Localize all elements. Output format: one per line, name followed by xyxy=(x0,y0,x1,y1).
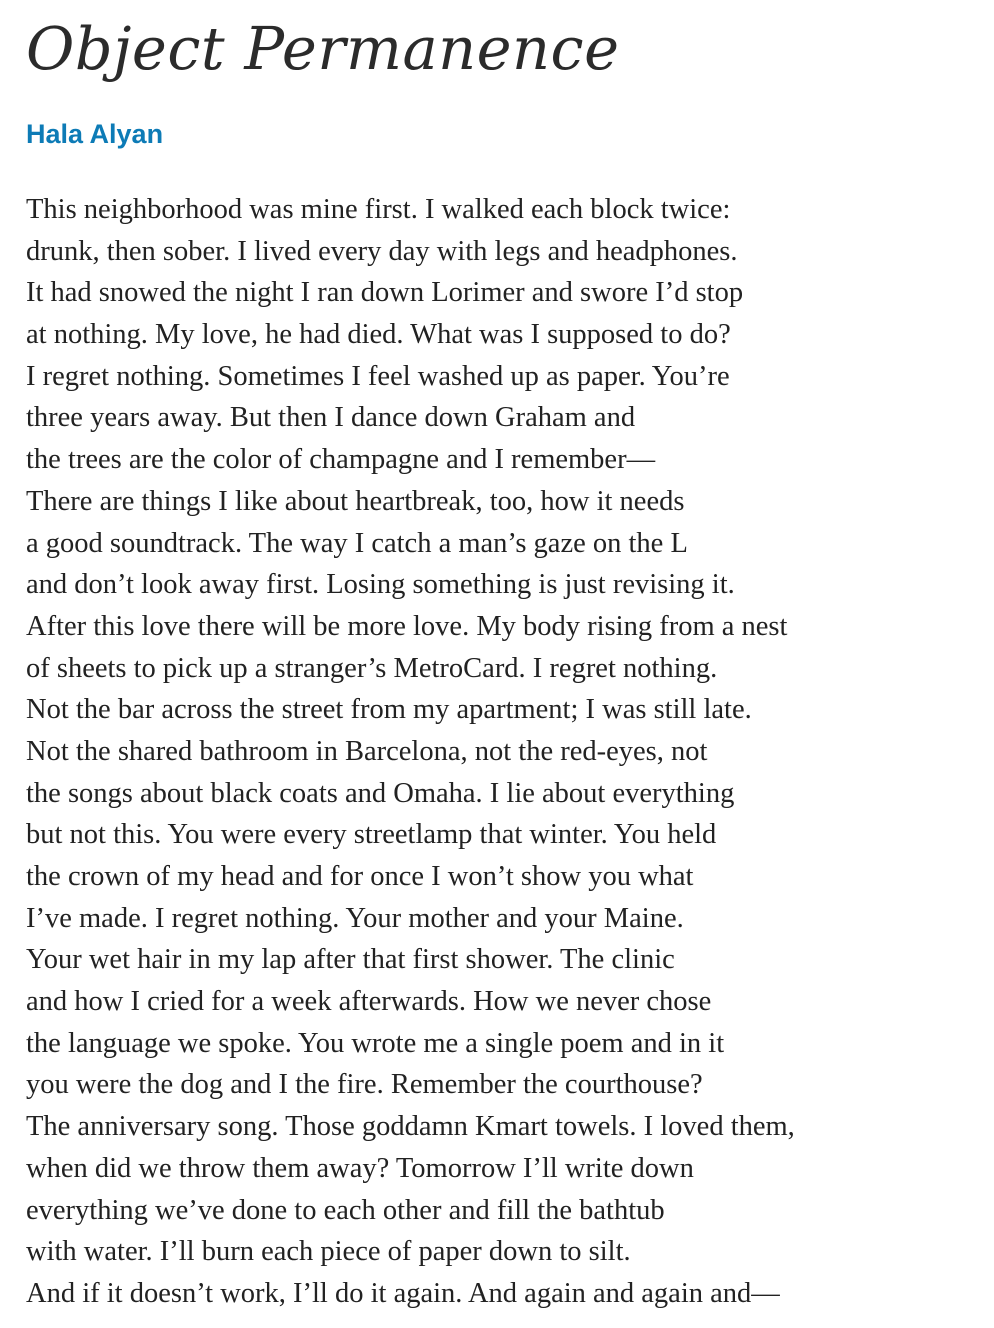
poem-line: three years away. But then I dance down Graham and xyxy=(26,402,636,434)
poem-line: There are things I like about heartbreak, too, how it needs xyxy=(26,485,685,517)
poem-author-link[interactable]: Hala Alyan xyxy=(26,119,164,149)
poem-line: you were the dog and I the fire. Remember the courthouse? xyxy=(26,1069,703,1101)
poem-line: but not this. You were every streetlamp that winter. You held xyxy=(26,819,717,851)
poem-line: This neighborhood was mine first. I walked each block twice: xyxy=(26,194,731,225)
poem-line: everything we’ve done to each other and fill the bathtub xyxy=(26,1194,665,1226)
poem-title: Object Permanence xyxy=(26,14,620,83)
poem-line: I’ve made. I regret nothing. Your mother and your Maine. xyxy=(26,902,684,934)
poem-line: and don’t look away first. Losing something is just revising it. xyxy=(26,569,735,601)
poem-line: when did we throw them away? Tomorrow I’ll write down xyxy=(26,1152,694,1184)
poem-line: I regret nothing. Sometimes I feel washed up as paper. You’re xyxy=(26,360,730,392)
poem-line: After this love there will be more love. My body rising from a nest xyxy=(26,610,788,642)
poem-line: the language we spoke. You wrote me a single poem and in it xyxy=(26,1027,725,1059)
poem-line: a good soundtrack. The way I catch a man’s gaze on the L xyxy=(26,527,688,559)
poem-line: of sheets to pick up a stranger’s MetroCard. I regret nothing. xyxy=(26,652,718,684)
poem-line: and how I cried for a week afterwards. How we never chose xyxy=(26,986,712,1018)
poem-line: Not the shared bathroom in Barcelona, not the red-eyes, not xyxy=(26,735,708,767)
poem-line: Not the bar across the street from my apartment; I was still late. xyxy=(26,694,752,726)
poem-line: It had snowed the night I ran down Lorimer and swore I’d stop xyxy=(26,277,744,309)
poem-line: Your wet hair in my lap after that first shower. The clinic xyxy=(26,944,675,976)
poem-line: And if it doesn’t work, I’ll do it again. And again and again and— xyxy=(26,1277,780,1309)
poem-line: with water. I’ll burn each piece of paper down to silt. xyxy=(26,1236,631,1268)
poem-line: the trees are the color of champagne and I remember— xyxy=(26,444,656,476)
poem-line: the songs about black coats and Omaha. I lie about everything xyxy=(26,777,735,809)
poem-line: The anniversary song. Those goddamn Kmart towels. I loved them, xyxy=(26,1111,795,1143)
poem-line: drunk, then sober. I lived every day with legs and headphones. xyxy=(26,235,738,267)
poem-line: at nothing. My love, he had died. What was I supposed to do? xyxy=(26,319,731,351)
poem-line: the crown of my head and for once I won’t show you what xyxy=(26,861,694,892)
poem-body xyxy=(26,189,795,1315)
